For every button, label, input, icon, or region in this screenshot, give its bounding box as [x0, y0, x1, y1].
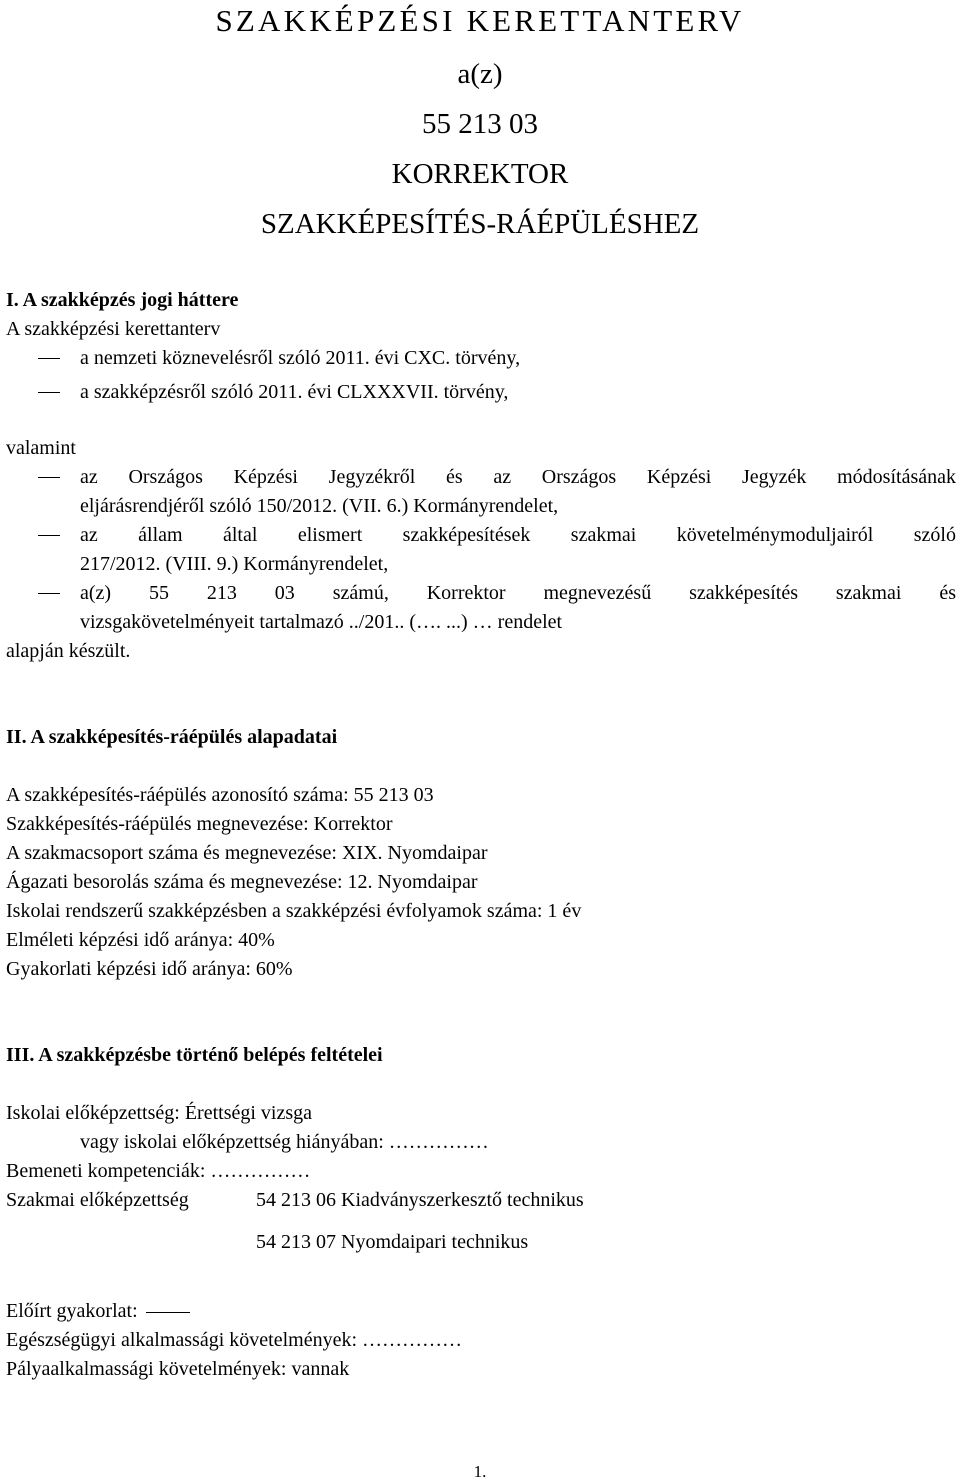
regulation-item-1-line-1: az Országos Képzési Jegyzékről és az Országos Képzési Jegyzék módosításának — [80, 466, 956, 488]
law-item: a szakképzésről szóló 2011. évi CLXXXVII. törvény, — [80, 381, 509, 403]
health-requirements: Egészségügyi alkalmassági követelmények: …………… — [6, 1329, 463, 1351]
prior-education-alt: vagy iskolai előképzettség hiányában: …………… — [80, 1131, 489, 1153]
career-requirements: Pályaalkalmassági követelmények: vannak — [6, 1358, 350, 1380]
professional-prereq-2: 54 213 07 Nyomdaipari technikus — [256, 1231, 529, 1253]
title-line-az: a(z) — [457, 58, 503, 90]
empty-value-dash — [146, 1312, 190, 1313]
data-line: Ágazati besorolás száma és megnevezése: 12. Nyomdaipar — [6, 871, 478, 893]
data-line: Gyakorlati képzési idő aránya: 60% — [6, 958, 293, 980]
dash-bullet — [38, 392, 60, 393]
regulation-item-2-line-2: 217/2012. (VIII. 9.) Kormányrendelet, — [80, 553, 389, 575]
section-1-heading: I. A szakképzés jogi háttere — [6, 289, 239, 311]
law-item: a nemzeti köznevelésről szóló 2011. évi CXC. törvény, — [80, 347, 521, 369]
data-line: Iskolai rendszerű szakképzésben a szakképzési évfolyamok száma: 1 év — [6, 900, 582, 922]
valamint-text: valamint — [6, 437, 76, 459]
dash-bullet — [38, 477, 60, 478]
page-number: 1. — [473, 1462, 487, 1481]
section-1-closing: alapján készült. — [6, 640, 131, 662]
entry-competencies: Bemeneti kompetenciák: …………… — [6, 1160, 311, 1182]
data-line: A szakképesítés-ráépülés azonosító száma: 55 213 03 — [6, 784, 434, 806]
title-line-name: KORREKTOR — [391, 158, 569, 190]
data-line: A szakmacsoport száma és megnevezése: XIX. Nyomdaipar — [6, 842, 488, 864]
regulation-item-3-line-2: vizsgakövetelményeit tartalmazó ../201.. (…. ...) … rendelet — [80, 611, 563, 633]
section-2-heading: II. A szakképesítés-ráépülés alapadatai — [6, 726, 338, 748]
prior-education: Iskolai előképzettség: Érettségi vizsga — [6, 1102, 313, 1124]
section-3-heading: III. A szakképzésbe történő belépés feltételei — [6, 1044, 383, 1066]
title-line-suffix: SZAKKÉPESÍTÉS-RÁÉPÜLÉSHEZ — [260, 208, 700, 240]
regulation-item-2-line-1: az állam által elismert szakképesítések szakmai követelménymoduljairól szóló — [80, 524, 956, 546]
data-line: Szakképesítés-ráépülés megnevezése: Korrektor — [6, 813, 393, 835]
data-line: Elméleti képzési idő aránya: 40% — [6, 929, 275, 951]
title-line-code: 55 213 03 — [422, 108, 538, 140]
dash-bullet — [38, 358, 60, 359]
regulation-item-1-line-2: eljárásrendjéről szóló 150/2012. (VII. 6.) Kormányrendelet, — [80, 495, 559, 517]
dash-bullet — [38, 593, 60, 594]
document-title: SZAKKÉPZÉSI KERETTANTERV — [215, 3, 745, 38]
regulation-item-3-line-1: a(z) 55 213 03 számú, Korrektor megnevezésű szakképesítés szakmai és — [80, 582, 956, 604]
required-practice — [6, 1299, 190, 1323]
dash-bullet — [38, 535, 60, 536]
required-practice-label: Előírt gyakorlat: — [6, 1300, 138, 1322]
professional-prereq-1: 54 213 06 Kiadványszerkesztő technikus — [256, 1189, 584, 1211]
section-1-intro: A szakképzési kerettanterv — [6, 318, 221, 340]
professional-prereq-label: Szakmai előképzettség — [6, 1189, 189, 1211]
